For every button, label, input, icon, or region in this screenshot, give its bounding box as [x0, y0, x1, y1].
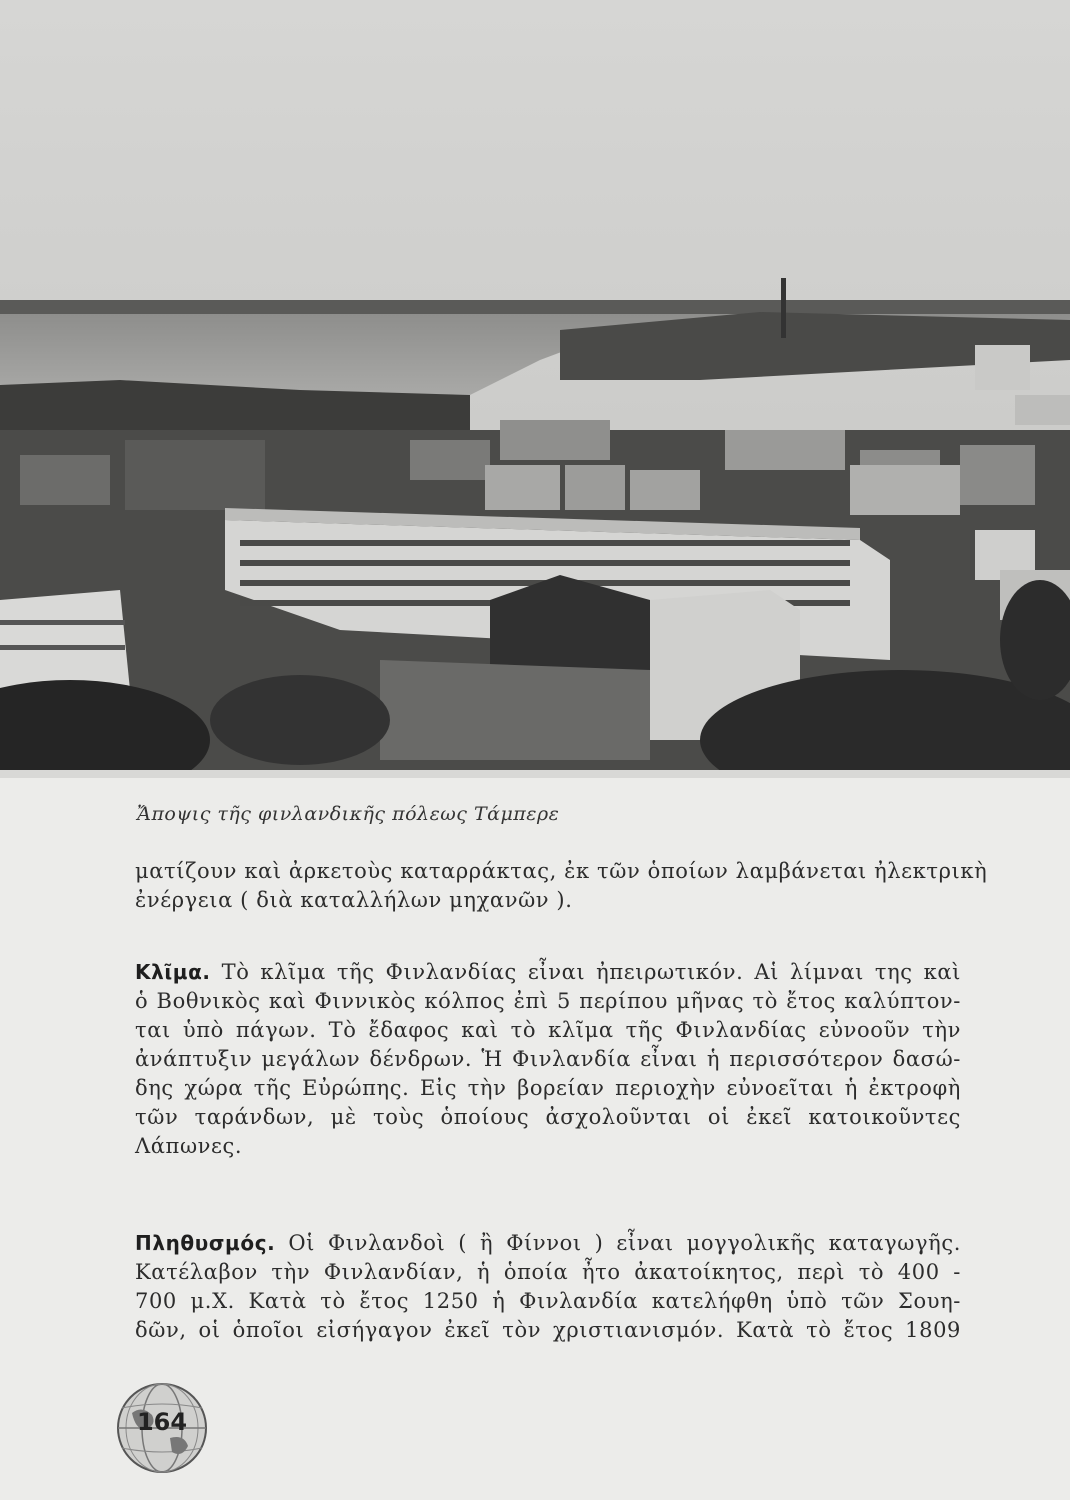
text-line: δης χώρα τῆς Εὐρώπης. Εἰς τὴν βορείαν περιοχὴν εὐνοεῖται ἡ ἐκτροφὴ — [135, 1076, 961, 1100]
text-line: ὁ Βοθνικὸς καὶ Φιννικὸς κόλπος ἐπὶ 5 περίπου μῆνας τὸ ἔτος καλύπτον- — [135, 989, 961, 1013]
text-line: ται ὑπὸ πάγων. Τὸ ἔδαφος καὶ τὸ κλῖμα τῆς Φινλανδίας εὐνοοῦν τὴν — [135, 1018, 961, 1042]
figure-caption: Ἄποψις τῆς φινλανδικῆς πόλεως Τάμπερε — [137, 803, 560, 825]
page-number: 164 — [136, 1408, 188, 1436]
paragraph-population — [135, 1229, 961, 1345]
text-line: Οἱ Φινλανδοὶ ( ἢ Φίννοι ) εἶναι μογγολικῆς καταγωγῆς. — [275, 1231, 961, 1255]
text-line: ματίζουν καὶ ἀρκετοὺς καταρράκτας, ἐκ τῶν ὁποίων λαμβάνεται ἠλεκτρικὴ — [135, 859, 988, 883]
text-line: Λάπωνες. — [135, 1134, 243, 1158]
paragraph-waterfalls — [135, 857, 988, 915]
text-line: ἐνέργεια ( διὰ καταλλήλων μηχανῶν ). — [135, 888, 573, 912]
text-line: Κατέλαβον τὴν Φινλανδίαν, ἡ ὁποία ἦτο ἀκατοίκητος, περὶ τὸ 400 - — [135, 1260, 961, 1284]
text-line: δῶν, οἱ ὁποῖοι εἰσήγαγον ἐκεῖ τὸν χριστιανισμόν. Κατὰ τὸ ἔτος 1809 — [135, 1318, 961, 1342]
section-heading-climate: Κλῖμα. — [135, 960, 211, 984]
text-line: ἀνάπτυξιν μεγάλων δένδρων. Ἡ Φινλανδία εἶναι ἡ περισσότερον δασώ- — [135, 1047, 961, 1071]
text-line: 700 μ.Χ. Κατὰ τὸ ἔτος 1250 ἡ Φινλανδία κατελήφθη ὑπὸ τῶν Σουη- — [135, 1289, 961, 1313]
paragraph-climate — [135, 958, 961, 1161]
text-line: Τὸ κλῖμα τῆς Φινλανδίας εἶναι ἠπειρωτικόν. Αἱ λίμναι της καὶ — [210, 960, 961, 984]
text-line: τῶν ταράνδων, μὲ τοὺς ὁποίους ἀσχολοῦνται οἱ ἐκεῖ κατοικοῦντες — [135, 1105, 961, 1129]
page-number-badge — [112, 1378, 212, 1478]
section-heading-population: Πληθυσμός. — [135, 1231, 276, 1255]
